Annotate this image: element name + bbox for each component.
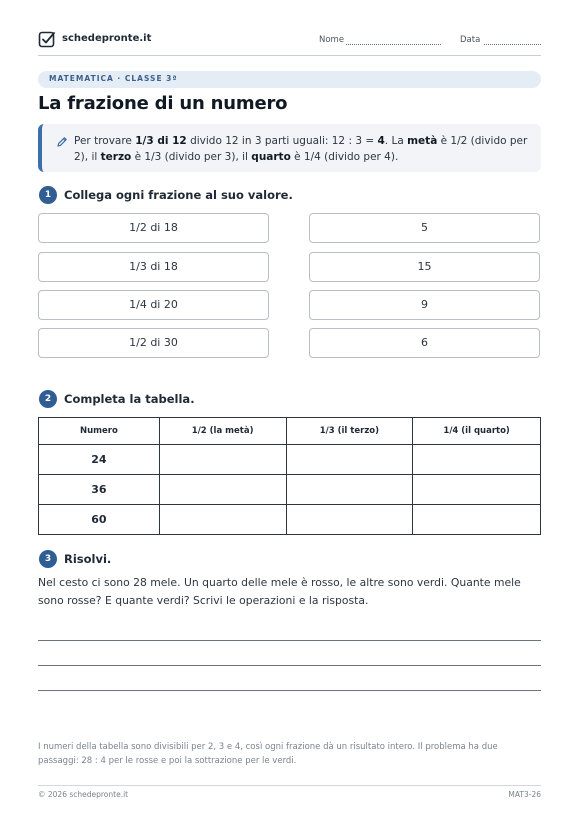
table-answer-cell[interactable] (413, 445, 541, 475)
name-label: Nome (319, 35, 345, 45)
table-row (39, 505, 541, 535)
table-answer-cell[interactable] (413, 475, 541, 505)
tip-text: Per trovare 1/3 di 12 divido 12 in 3 parti uguali: 12 : 3 = 4. La metà è 1/2 (divido per 2), il terzo è 1/3 (divido per 3), il quarto è 1/4 (divido per 4). (74, 135, 528, 163)
table-answer-cell[interactable] (159, 445, 286, 475)
section-3-title: Risolvi. (64, 552, 112, 566)
date-label: Data (460, 35, 481, 45)
fraction-box[interactable]: 1/2 di 30 (38, 328, 269, 358)
table-header-cell: 1/4 (il quarto) (413, 418, 541, 445)
section-1-number: 1 (39, 186, 57, 204)
fraction-box[interactable]: 1/4 di 20 (38, 290, 269, 320)
table-header-cell: 1/3 (il terzo) (286, 418, 413, 445)
section-3-number: 3 (39, 550, 57, 568)
table-number-cell: 24 (39, 445, 160, 475)
table-answer-cell[interactable] (286, 445, 413, 475)
pencil-icon (56, 136, 68, 148)
fraction-box[interactable]: 1/2 di 18 (38, 213, 269, 243)
table-header-cell: 1/2 (la metà) (159, 418, 286, 445)
brand-name: schedepronte.it (62, 33, 152, 44)
table-answer-cell[interactable] (286, 475, 413, 505)
subject-bar (38, 71, 541, 88)
value-box[interactable]: 6 (309, 328, 540, 358)
name-field[interactable] (346, 44, 441, 45)
table-answer-cell[interactable] (159, 475, 286, 505)
table-row (39, 445, 541, 475)
section-2-number: 2 (39, 390, 57, 408)
checkbox-logo-icon (38, 30, 56, 48)
value-box[interactable]: 9 (309, 290, 540, 320)
fraction-box[interactable]: 1/3 di 18 (38, 252, 269, 282)
section-1-title: Collega ogni frazione al suo valore. (64, 188, 293, 202)
answer-line[interactable] (38, 640, 541, 641)
table-number-cell: 36 (39, 475, 160, 505)
section-2-title: Completa la tabella. (64, 392, 195, 406)
answer-line[interactable] (38, 665, 541, 666)
value-box[interactable]: 15 (309, 252, 540, 282)
footer-divider (38, 785, 541, 786)
footer-copyright: © 2026 schedepronte.it (38, 790, 129, 799)
fraction-table (38, 417, 541, 535)
table-header-row (39, 418, 541, 445)
footer-code: MAT3-26 (508, 790, 541, 799)
table-answer-cell[interactable] (286, 505, 413, 535)
table-answer-cell[interactable] (413, 505, 541, 535)
value-box[interactable]: 5 (309, 213, 540, 243)
page-header (38, 30, 541, 56)
problem-text: Nel cesto ci sono 28 mele. Un quarto delle mele è rosso, le altre sono verdi. Quante mele sono rosse? E quante verdi? Scrivi le operazioni e la risposta. (38, 576, 521, 607)
date-field[interactable] (484, 44, 541, 45)
tip-box (38, 124, 541, 172)
subject-label: MATEMATICA · CLASSE 3ª (49, 74, 178, 83)
answer-line[interactable] (38, 690, 541, 691)
table-header-cell: Numero (39, 418, 160, 445)
page-title: La frazione di un numero (38, 93, 288, 114)
teacher-note: I numeri della tabella sono divisibili per 2, 3 e 4, così ogni frazione dà un risultato intero. Il problema ha due passaggi: 28 : 4 per le rosse e poi la sottrazione per le verdi. (38, 742, 498, 766)
table-row (39, 475, 541, 505)
table-number-cell: 60 (39, 505, 160, 535)
table-answer-cell[interactable] (159, 505, 286, 535)
